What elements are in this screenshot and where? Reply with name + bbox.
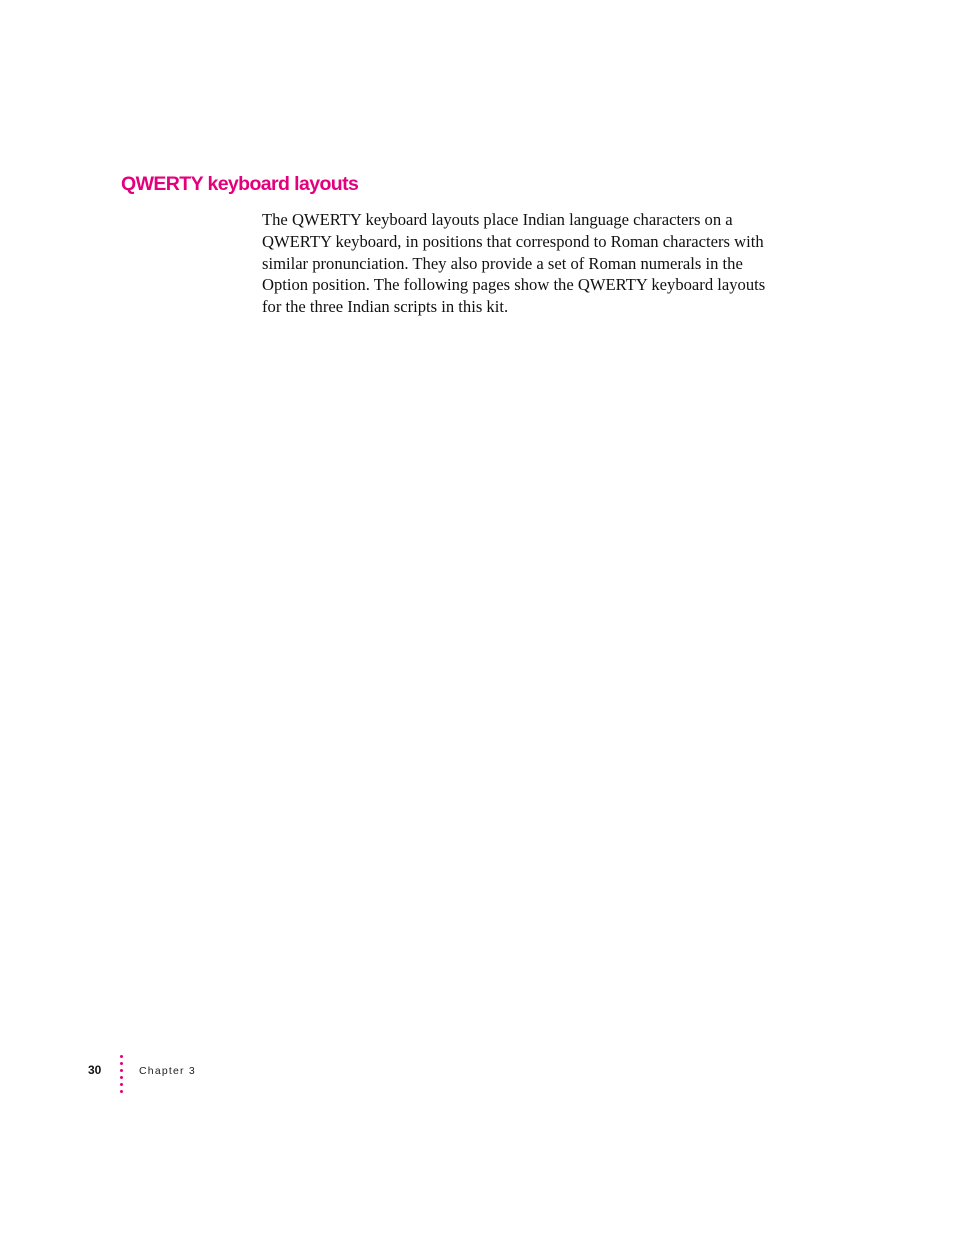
- body-line: The QWERTY keyboard layouts place Indian language characters on a: [262, 210, 733, 229]
- section-heading: QWERTY keyboard layouts: [121, 173, 359, 195]
- body-line: QWERTY keyboard, in positions that correspond to Roman characters with: [262, 231, 764, 251]
- dot: [120, 1083, 123, 1086]
- body-paragraph: [262, 209, 822, 318]
- chapter-label: Chapter 3: [139, 1065, 196, 1077]
- dot: [120, 1090, 123, 1093]
- dot: [120, 1055, 123, 1058]
- body-line: similar pronunciation. They also provide a set of Roman numerals in the: [262, 253, 743, 273]
- dot: [120, 1069, 123, 1072]
- body-line: for the three Indian scripts in this kit.: [262, 297, 509, 317]
- dot: [120, 1076, 123, 1079]
- page-number: 30: [88, 1063, 102, 1077]
- dot: [120, 1062, 123, 1065]
- footer-dot-rule: [120, 1055, 123, 1095]
- body-line: Option position. The following pages show the QWERTY keyboard layouts: [262, 275, 766, 295]
